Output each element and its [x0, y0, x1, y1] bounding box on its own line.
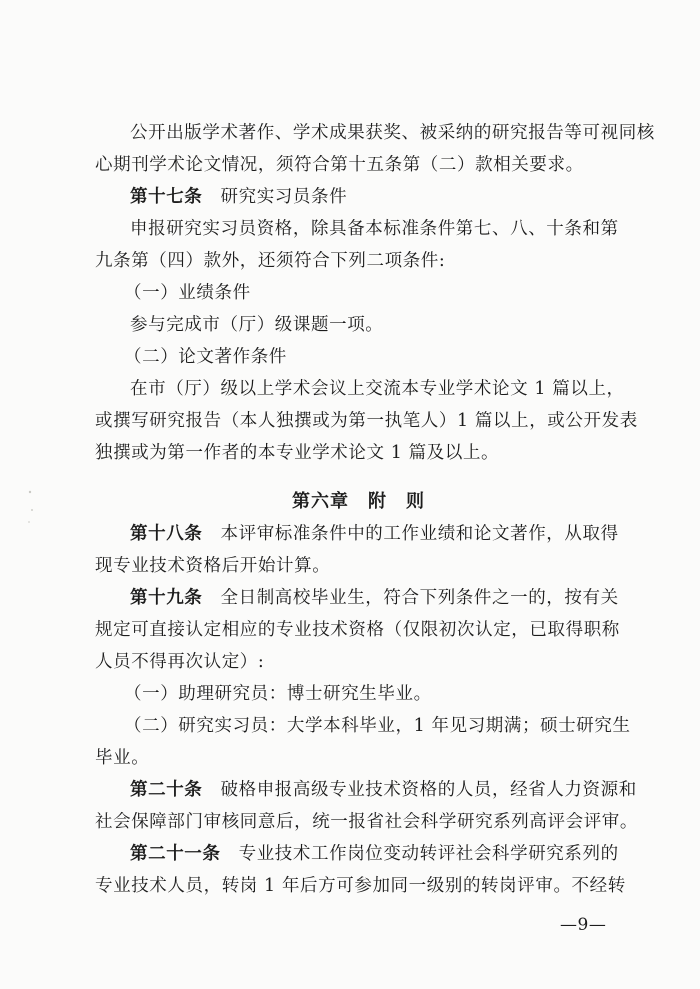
line-text: 研究实习员条件: [202, 187, 348, 207]
paragraph-line: [130, 217, 619, 241]
line-text: 社会保障部门审核同意后，统一报省社会科学研究系列高评会评审。: [95, 812, 638, 832]
line-text: 独撰或为第一作者的本专业学术论文 1 篇及以上。: [95, 443, 500, 463]
paragraph-line: [95, 874, 626, 898]
line-text: 心期刊学术论文情况，须符合第十五条第（二）款相关要求。: [95, 155, 584, 175]
line-text: （二）研究实习员：大学本科毕业，1 年见习期满；硕士研究生: [124, 716, 631, 736]
line-text: 专业技术人员，转岗 1 年后方可参加同一级别的转岗评审。不经转: [95, 876, 626, 896]
line-text: 破格申报高级专业技术资格的人员，经省人力资源和: [202, 780, 637, 800]
paragraph-line: [95, 554, 330, 578]
paragraph-line: [124, 714, 631, 738]
line-text: 本评审标准条件中的工作业绩和论文著作，从取得: [202, 524, 619, 544]
line-text: （一）助理研究员：博士研究生毕业。: [124, 684, 432, 704]
line-text: 参与完成市（厅）级课题一项。: [130, 315, 384, 335]
paragraph-line: [95, 618, 620, 642]
line-text: 毕业。: [95, 748, 150, 768]
article-line: [130, 586, 619, 610]
chapter-heading: [292, 490, 425, 514]
paragraph-line: [130, 121, 655, 145]
paragraph-line: [124, 345, 287, 369]
paragraph-line: [95, 409, 638, 433]
article-number: 第二十条: [130, 780, 203, 800]
article-line: [130, 522, 619, 546]
line-text: 现专业技术资格后开始计算。: [95, 556, 331, 576]
line-text: 公开出版学术著作、学术成果获奖、被采纳的研究报告等可视同核: [130, 123, 655, 143]
line-text: 在市（厅）级以上学术会议上交流本专业学术论文 1 篇以上，: [130, 379, 625, 399]
article-number: 第十九条: [130, 588, 203, 608]
paragraph-line: [95, 249, 445, 273]
paragraph-line: [95, 153, 584, 177]
article-number: 第十八条: [130, 524, 203, 544]
paragraph-line: [95, 746, 149, 770]
line-text: 人员不得再次认定）:: [95, 652, 265, 672]
line-text: 规定可直接认定相应的专业技术资格（仅限初次认定，已取得职称: [95, 620, 620, 640]
paragraph-line: [95, 441, 499, 465]
paragraph-line: [95, 650, 264, 674]
paragraph-line: [124, 682, 432, 706]
line-text: 九条第（四）款外，还须符合下列二项条件:: [95, 251, 446, 271]
page-number: —9—: [560, 915, 607, 935]
line-text: （二）论文著作条件: [124, 347, 287, 367]
article-line: [130, 778, 637, 802]
article-number: 第十七条: [130, 187, 203, 207]
line-text: 全日制高校毕业生，符合下列条件之一的，按有关: [202, 588, 619, 608]
line-text: 专业技术工作岗位变动转评社会科学研究系列的: [220, 844, 619, 864]
line-text: 或撰写研究报告（本人独撰或为第一执笔人）1 篇以上，或公开发表: [95, 411, 638, 431]
article-line: [130, 842, 619, 866]
article-line: [130, 185, 347, 209]
paragraph-line: [124, 281, 251, 305]
paragraph-line: [130, 377, 625, 401]
paragraph-line: [95, 810, 638, 834]
article-number: 第二十一条: [130, 844, 221, 864]
line-text: （一）业绩条件: [124, 283, 251, 303]
scan-speck-marks: [24, 488, 38, 528]
paragraph-line: [130, 313, 383, 337]
chapter-title: 第六章 附 则: [292, 491, 425, 512]
line-text: 申报研究实习员资格，除具备本标准条件第七、八、十条和第: [130, 219, 619, 239]
